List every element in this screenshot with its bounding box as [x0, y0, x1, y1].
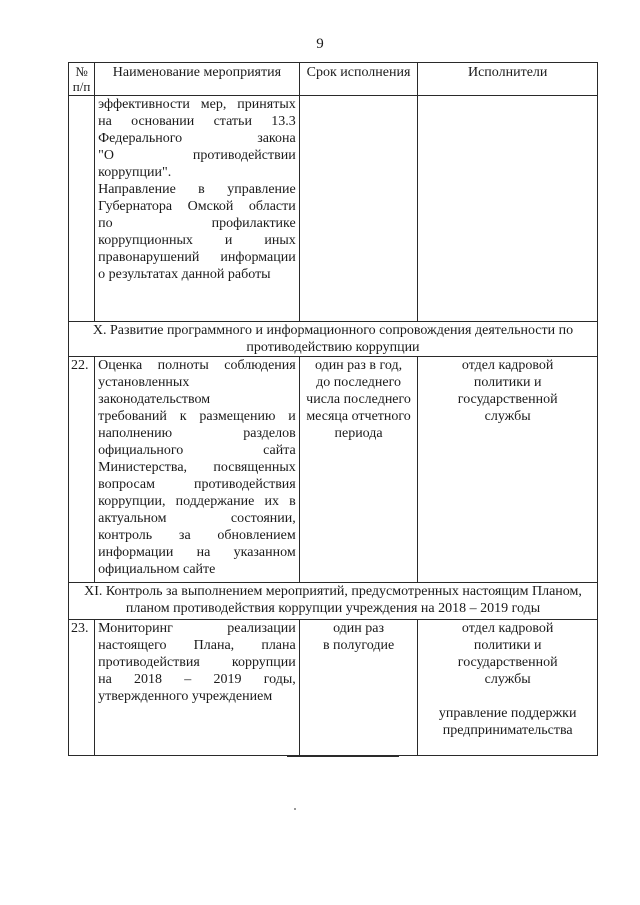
name-line: противодействия коррупции — [98, 655, 296, 670]
name-line: Федерального закона — [98, 131, 296, 146]
header-term: Срок исполнения — [299, 63, 418, 96]
cell-executors — [418, 620, 598, 756]
name-line: Оценка полноты соблюдения — [98, 358, 296, 373]
name-line: настоящего Плана, плана — [98, 638, 296, 653]
section-x-row — [69, 322, 598, 357]
header-num: № п/п — [69, 63, 95, 96]
spacer — [421, 688, 594, 705]
name-line: Губернатора Омской области — [98, 199, 296, 214]
table-row-22 — [69, 357, 598, 583]
term-line: периода — [334, 426, 383, 441]
cell-executors — [418, 96, 598, 322]
name-line: коррупции, поддержание их в — [98, 494, 296, 509]
executor-line: государственной — [457, 655, 558, 670]
executor-line: политики и — [473, 638, 542, 653]
cell-executors — [418, 357, 598, 583]
name-line: коррупционных и иных — [98, 233, 296, 248]
name-line: коррупции". — [98, 165, 172, 180]
measures-table — [68, 62, 598, 756]
executor-line: службы — [484, 672, 531, 687]
term-line: в полугодие — [322, 638, 395, 653]
row-number: 23. — [69, 620, 95, 756]
header-executors: Исполнители — [418, 63, 598, 96]
section-xi-heading: XI. Контроль за выполнением мероприятий, предусмотренных настоящим Планом, планом противодействия коррупции учреждения на 2018 – 2019 годы — [69, 583, 598, 620]
cell-num — [69, 96, 95, 322]
table-header-row — [69, 63, 598, 96]
term-line: числа последнего — [306, 392, 411, 407]
name-line: эффективности мер, принятых — [98, 97, 296, 112]
executor-line: управление поддержки — [438, 706, 577, 721]
name-line: официального сайта — [98, 443, 296, 458]
name-line: утвержденного учреждением — [98, 689, 273, 704]
name-line: установленных — [98, 375, 190, 390]
header-name: Наименование мероприятия — [95, 63, 300, 96]
name-line: официальном сайте — [98, 562, 216, 577]
term-line: до последнего — [316, 375, 402, 390]
name-line: наполнению разделов — [98, 426, 296, 441]
executor-line: отдел кадровой — [461, 358, 554, 373]
cell-term — [299, 620, 418, 756]
cell-term — [299, 357, 418, 583]
page-number: 9 — [316, 36, 324, 52]
executor-line: службы — [484, 409, 531, 424]
name-line: актуальном состоянии, — [98, 511, 296, 526]
section-xi-row — [69, 583, 598, 620]
name-line: на 2018 – 2019 годы, — [98, 672, 296, 687]
name-line: Направление в управление — [98, 182, 296, 197]
term-line: один раз — [333, 621, 385, 636]
name-line: на основании статьи 13.3 — [98, 114, 296, 129]
footer-rule — [287, 756, 399, 757]
cell-name — [95, 96, 300, 322]
term-line: один раз в год, — [314, 358, 403, 373]
name-line: требований к размещению и — [98, 409, 296, 424]
table-row-23 — [69, 620, 598, 756]
name-line: правонарушений информации — [98, 250, 296, 265]
scan-speck — [294, 808, 296, 810]
executor-line: политики и — [473, 375, 542, 390]
name-line: Министерства, посвященных — [98, 460, 296, 475]
executor-line: государственной — [457, 392, 558, 407]
section-x-heading: X. Развитие программного и информационного сопровождения деятельности по противодействию коррупции — [69, 322, 598, 357]
executor-line: предпринимательства — [442, 723, 573, 738]
name-line: о результатах данной работы — [98, 267, 271, 282]
row-number: 22. — [69, 357, 95, 583]
name-line: "О противодействии — [98, 148, 296, 163]
name-line: контроль за обновлением — [98, 528, 296, 543]
cell-term — [299, 96, 418, 322]
name-line: информации на указанном — [98, 545, 296, 560]
name-line: вопросам противодействия — [98, 477, 296, 492]
name-line: по профилактике — [98, 216, 296, 231]
name-line: законодательством — [98, 392, 211, 407]
name-line: Мониторинг реализации — [98, 621, 296, 636]
term-line: месяца отчетного — [306, 409, 411, 424]
table-row-continued — [69, 96, 598, 322]
cell-name — [95, 357, 300, 583]
cell-name — [95, 620, 300, 756]
executor-line: отдел кадровой — [461, 621, 554, 636]
